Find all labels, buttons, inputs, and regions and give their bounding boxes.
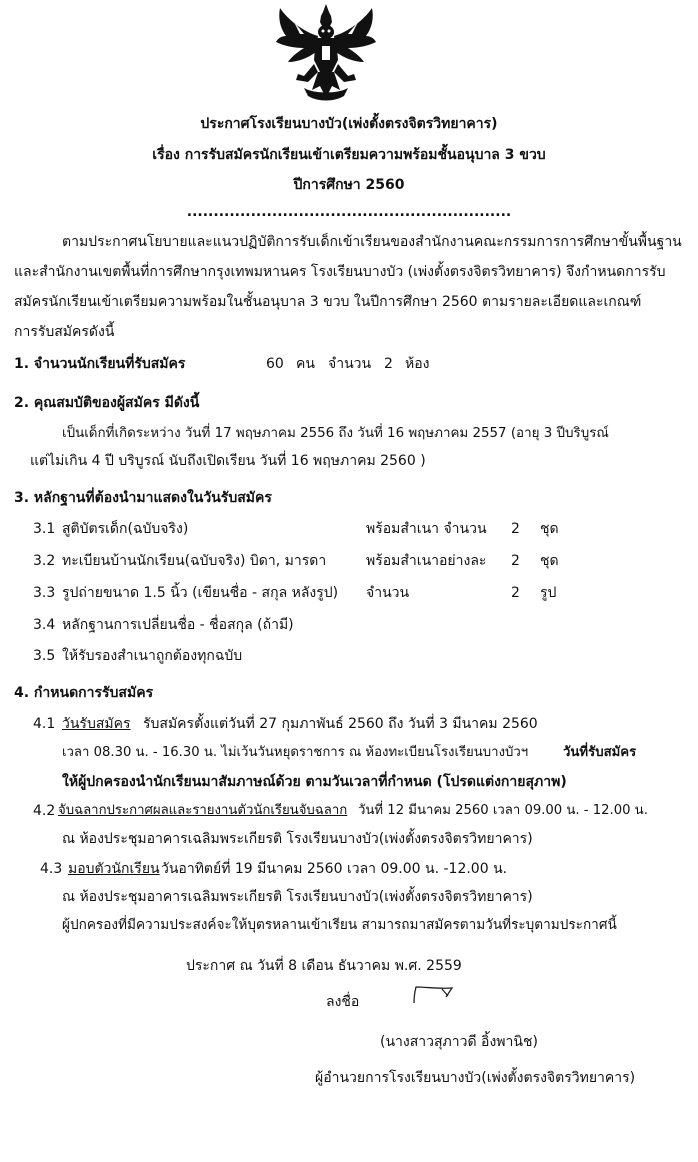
section-1-label: จำนวน [328,356,372,372]
section-2-line-2: แต่ไม่เกิน 4 ปี บริบูรณ์ นับถึงเปิดเรียน วันที่ 16 พฤษภาคม 2560 ) [30,453,426,469]
signer-name: (นางสาวสุภาวดี อิ้งพานิช) [380,1034,538,1050]
sign-label: ลงชื่อ [326,994,360,1010]
section-1-count: 60 [266,356,284,372]
section-2-line-1: เป็นเด็กที่เกิดระหว่าง วันที่ 17 พฤษภาคม 2556 ถึง วันที่ 16 พฤษภาคม 2557 (อายุ 3 ปีบริบูรณ์ [62,426,609,441]
schedule-4-1-time: เวลา 08.30 น. - 16.30 น. ไม่เว้นวันหยุดราชการ ณ ห้องทะเบียนโรงเรียนบางบัวฯ [62,745,529,760]
schedule-4-1-head: วันรับสมัคร [62,716,131,732]
schedule-4-1-interview: ให้ผู้ปกครองนำนักเรียนมาสัมภาษณ์ด้วย ตามวันเวลาที่กำหนด (โปรดแต่งกายสุภาพ) [62,774,567,790]
evidence-3-3-text: รูปถ่ายขนาด 1.5 นิ้ว (เขียนชื่อ - สกุล หลังรูป) [62,585,339,601]
section-2-title: 2. คุณสมบัติของผู้สมัคร มีดังนี้ [14,395,200,411]
schedule-4-2-head: จับฉลากประกาศผลและรายงานตัวนักเรียนจับฉลาก [58,803,348,818]
section-4-title: 4. กำหนดการรับสมัคร [14,685,154,701]
evidence-3-1-unit: ชุด [540,521,559,537]
section-1-title: 1. จำนวนนักเรียนที่รับสมัคร [14,356,186,372]
header-year: ปีการศึกษา 2560 [293,177,405,193]
schedule-4-1-dates: รับสมัครตั้งแต่วันที่ 27 กุมภาพันธ์ 2560 ถึง วันที่ 3 มีนาคม 2560 [143,716,538,732]
evidence-3-2-no: 3.2 [33,553,56,569]
section-1-rooms: 2 [384,356,393,372]
evidence-3-3-unit: รูป [540,585,557,601]
section-3-title: 3. หลักฐานที่ต้องนำมาแสดงในวันรับสมัคร [14,490,272,506]
announce-date: ประกาศ ณ วันที่ 8 เดือน ธันวาคม พ.ศ. 2559 [186,958,462,974]
header-title: ประกาศโรงเรียนบางบัว(เพ่งตั้งตรงจิตรวิทยาคาร) [200,116,498,132]
schedule-4-3-head: มอบตัวนักเรียน [68,861,160,877]
signature-icon [408,983,464,1007]
intro-line-3: สมัครนักเรียนเข้าเตรียมความพร้อมในชั้นอนุบาล 3 ขวบ ในปีการศึกษา 2560 ตามรายละเอียดและเกณฑ์ [14,294,642,310]
evidence-3-3-qty: 2 [511,585,520,601]
intro-line-2: และสำนักงานเขตพื้นที่การศึกษากรุงเทพมหานคร โรงเรียนบางบัว (เพ่งตั้งตรงจิตรวิทยาคาร) จึงกำหนดการรับ [14,264,666,280]
evidence-3-2-unit: ชุด [540,553,559,569]
intro-line-1: ตามประกาศนโยบายและแนวปฏิบัติการรับเด็กเข้าเรียนของสำนักงานคณะกรรมการการศึกษาขั้นพื้นฐาน [62,234,682,250]
evidence-3-3-copy: จำนวน [366,585,410,601]
garuda-emblem-icon [274,2,378,108]
schedule-4-1-emphasis: วันที่รับสมัคร [563,745,637,760]
evidence-3-2-text: ทะเบียนบ้านนักเรียน(ฉบับจริง) บิดา, มารดา [62,553,327,569]
schedule-4-3-note: ผู้ปกครองที่มีความประสงค์จะให้บุตรหลานเข้าเรียน สามารถมาสมัครตามวันที่ระบุตามประกาศนี้ [62,917,617,933]
evidence-3-1-text: สูติบัตรเด็ก(ฉบับจริง) [62,521,189,537]
evidence-3-1-qty: 2 [511,521,520,537]
schedule-4-1-no: 4.1 [33,716,56,732]
header-subject: เรื่อง การรับสมัครนักเรียนเข้าเตรียมความพร้อมชั้นอนุบาล 3 ขวบ [152,147,546,163]
evidence-3-2-copy: พร้อมสำเนาอย่างละ [366,553,487,569]
evidence-3-5-no: 3.5 [33,648,56,664]
evidence-3-4-no: 3.4 [33,617,56,633]
evidence-3-4-text: หลักฐานการเปลี่ยนชื่อ - ชื่อสกุล (ถ้ามี) [62,617,294,633]
evidence-3-2-qty: 2 [511,553,520,569]
schedule-4-2-venue: ณ ห้องประชุมอาคารเฉลิมพระเกียรติ โรงเรียนบางบัว(เพ่งตั้งตรงจิตรวิทยาคาร) [62,831,533,847]
schedule-4-3-no: 4.3 [40,861,63,877]
signer-title: ผู้อำนวยการโรงเรียนบางบัว(เพ่งตั้งตรงจิตรวิทยาคาร) [315,1070,636,1086]
section-1-unit: คน [296,356,315,372]
evidence-3-1-copy: พร้อมสำเนา จำนวน [366,521,487,537]
evidence-3-3-no: 3.3 [33,585,56,601]
header-divider: ............................................................. [186,204,512,220]
intro-line-4: การรับสมัครดังนี้ [14,324,115,340]
schedule-4-3-venue: ณ ห้องประชุมอาคารเฉลิมพระเกียรติ โรงเรียนบางบัว(เพ่งตั้งตรงจิตรวิทยาคาร) [62,889,533,905]
schedule-4-3-date: วันอาทิตย์ที่ 19 มีนาคม 2560 เวลา 09.00 น. -12.00 น. [161,861,508,877]
evidence-3-1-no: 3.1 [33,521,56,537]
schedule-4-2-date: วันที่ 12 มีนาคม 2560 เวลา 09.00 น. - 12.00 น. [358,803,648,818]
schedule-4-2-no: 4.2 [33,803,56,819]
evidence-3-5-text: ให้รับรองสำเนาถูกต้องทุกฉบับ [62,648,243,664]
section-1-rooms-unit: ห้อง [405,356,430,372]
